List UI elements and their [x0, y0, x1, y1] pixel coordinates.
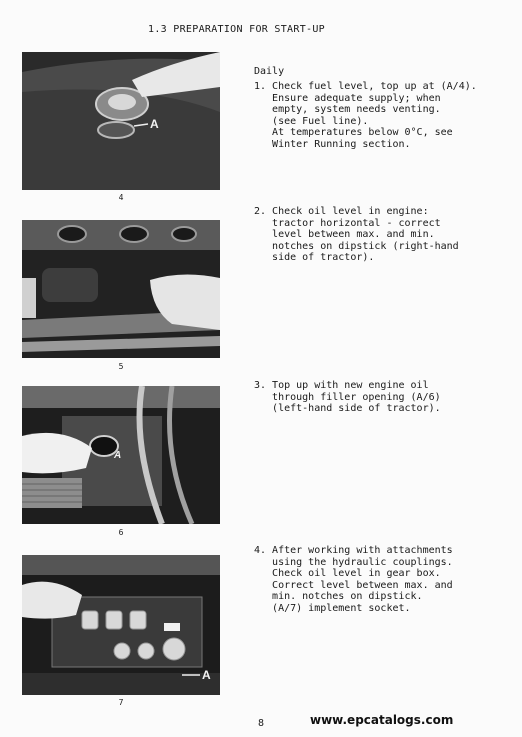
figure-5-photo	[22, 220, 220, 358]
step-3-text: 3. Top up with new engine oil through filler opening (A/6) (left-hand side of tractor).	[254, 380, 441, 414]
figure-6-callout: A	[114, 450, 122, 461]
figure-4-photo	[22, 52, 220, 190]
figure-7-callout: A	[202, 668, 211, 682]
figure-6-photo	[22, 386, 220, 524]
daily-heading: Daily	[254, 66, 285, 77]
figure-5-caption: 5	[118, 362, 124, 371]
page-number: 8	[258, 718, 265, 729]
step-1-text: 1. Check fuel level, top up at (A/4). Ensure adequate supply; when empty, system needs venting. (see Fuel line). At temperatures below 0°C, see Winter Running section.	[254, 81, 477, 150]
section-title: 1.3 PREPARATION FOR START-UP	[148, 24, 325, 35]
figure-7-photo	[22, 555, 220, 695]
figure-7-caption: 7	[118, 698, 124, 707]
figure-6-caption: 6	[118, 528, 124, 537]
figure-4-callout: A	[150, 117, 159, 131]
watermark-link[interactable]: www.epcatalogs.com	[310, 713, 454, 727]
figure-4-caption: 4	[118, 193, 124, 202]
step-4-text: 4. After working with attachments using the hydraulic couplings. Check oil level in gear box. Correct level between max. and min. notches on dipstick. (A/7) implement socket.	[254, 545, 453, 614]
step-2-text: 2. Check oil level in engine: tractor horizontal - correct level between max. and min. notches on dipstick (right-hand side of tractor).	[254, 206, 459, 263]
